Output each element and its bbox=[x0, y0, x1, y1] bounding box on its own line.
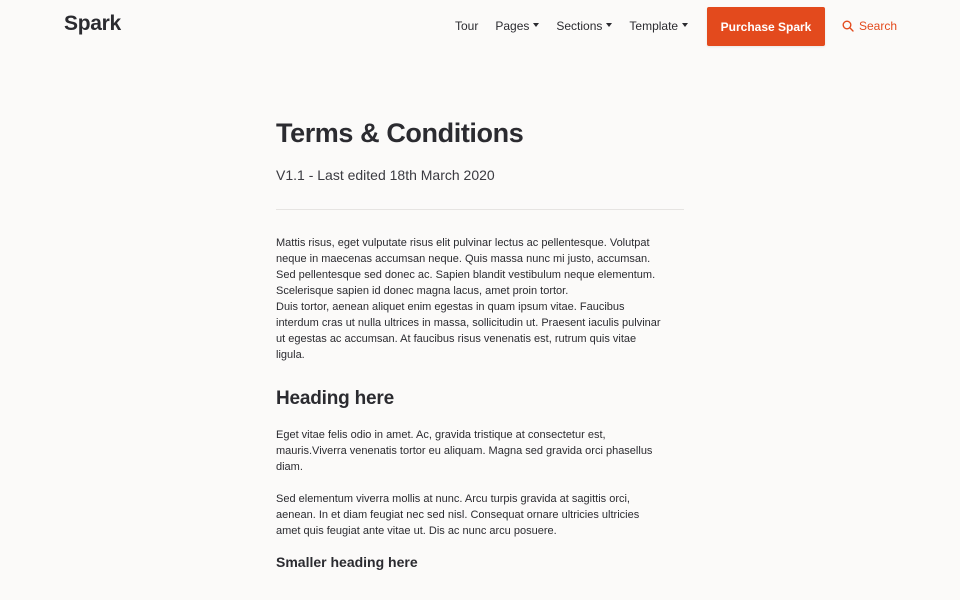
main-nav bbox=[455, 19, 705, 33]
text-line: Sed elementum viverra mollis at nunc. Arcu turpis gravida at sagittis orci, bbox=[276, 493, 630, 505]
caret-down-icon bbox=[682, 23, 688, 27]
page-subtitle: V1.1 - Last edited 18th March 2020 bbox=[276, 167, 495, 183]
section-heading: Heading here bbox=[276, 388, 394, 409]
divider bbox=[276, 209, 684, 210]
caret-down-icon bbox=[606, 23, 612, 27]
text-line: neque in maecenas accumsan neque. Quis massa nunc mi justo, accumsan. bbox=[276, 253, 651, 265]
text-line: aenean. In et diam feugiat nec sed nisl. Consequat ornare ultricies ultricies bbox=[276, 509, 640, 521]
nav-item-label: Sections bbox=[556, 19, 603, 33]
text-line: diam. bbox=[276, 461, 303, 473]
caret-down-icon bbox=[533, 23, 539, 27]
site-header bbox=[0, 0, 960, 54]
nav-item-template[interactable] bbox=[629, 19, 688, 33]
search-icon bbox=[842, 20, 854, 32]
text-line: Scelerisque sapien id donec magna lacus, amet proin tortor. bbox=[276, 285, 569, 297]
text-line: Eget vitae felis odio in amet. Ac, gravida tristique at consectetur est, bbox=[276, 429, 606, 441]
nav-item-tour[interactable] bbox=[455, 19, 478, 33]
nav-item-sections[interactable] bbox=[556, 19, 612, 33]
nav-item-label: Pages bbox=[495, 19, 530, 33]
intro-paragraph bbox=[276, 235, 684, 363]
logo[interactable]: Spark bbox=[64, 12, 121, 35]
section-paragraph bbox=[276, 427, 684, 475]
purchase-button[interactable]: Purchase Spark bbox=[707, 7, 825, 46]
search-label: Search bbox=[859, 19, 898, 33]
search-link[interactable] bbox=[842, 19, 897, 33]
text-line: amet quis feugiat ante vitae ut. Dis ac nunc arcu posuere. bbox=[276, 525, 557, 537]
nav-item-pages[interactable] bbox=[495, 19, 539, 33]
nav-item-label: Tour bbox=[455, 19, 479, 33]
text-line: Duis tortor, aenean aliquet enim egestas in quam ipsum vitae. Faucibus bbox=[276, 301, 625, 313]
text-line: Mattis risus, eget vulputate risus elit pulvinar lectus ac pellentesque. Volutpat bbox=[276, 237, 650, 249]
text-line: Sed pellentesque sed donec ac. Sapien blandit vestibulum neque elementum. bbox=[276, 269, 656, 281]
page-title: Terms & Conditions bbox=[276, 118, 524, 148]
text-line: ligula. bbox=[276, 349, 305, 361]
nav-item-label: Template bbox=[629, 19, 679, 33]
subsection-heading: Smaller heading here bbox=[276, 554, 418, 570]
section-paragraph bbox=[276, 491, 684, 539]
text-line: interdum cras ut nulla ultrices in massa, sollicitudin ut. Praesent iaculis pulvinar bbox=[276, 317, 661, 329]
text-line: mauris.Viverra venenatis tortor eu aliquam. Magna sed gravida orci phasellus bbox=[276, 445, 653, 457]
text-line: ut egestas ac accumsan. At faucibus risus venenatis est, rutrum quis vitae bbox=[276, 333, 637, 345]
